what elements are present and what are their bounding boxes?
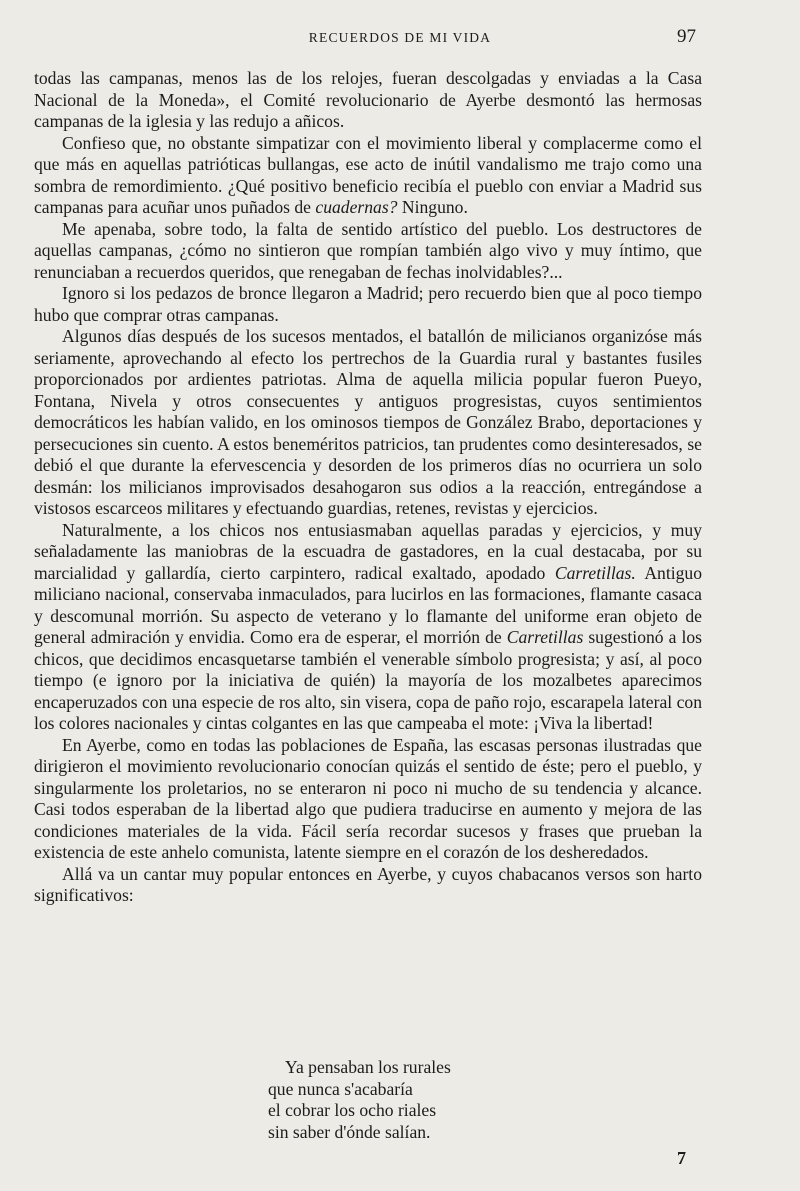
verse-line: el cobrar los ocho riales xyxy=(268,1100,437,1120)
verse-line: sin saber d'ónde salían. xyxy=(268,1121,431,1142)
signature-mark: 7 xyxy=(677,1148,686,1168)
paragraph: En Ayerbe, como en todas las poblaciones de España, las escasas personas ilustradas que dirigieron el movimiento revolucionario conocían quizás el sentido de éste; pero el pueblo, y singularmente los proletarios, no se enteraron ni poco ni mucho de su tendencia y alcance. Casi todos esperaban de la libertad algo que pudiera traducirse en aumento y mejora de las condiciones materiales de la vida. Fácil sería recordar sucesos y frases que prueban la existencia de este anhelo comunista, latente siempre en el corazón de los desheredados. xyxy=(34,734,702,862)
paragraph: Allá va un cantar muy popular entonces en Ayerbe, y cuyos chabacanos versos son harto significativos: xyxy=(34,863,702,905)
italic-nickname: Carretillas. xyxy=(554,562,636,583)
verse-line: Ya pensaban los rurales xyxy=(285,1057,451,1077)
italic-term: cuadernas? xyxy=(315,197,398,217)
page-number: 97 xyxy=(677,26,696,47)
body-text xyxy=(34,68,702,907)
paragraph: Confieso que, no obstante simpatizar con el movimiento liberal y complacerme como el que más en aquellas patrióticas bullangas, ese acto de inútil vandalismo me trajo como una sombra de remordimiento. ¿Qué positivo beneficio recibía el pueblo con enviar a Madrid sus campanas para acuñar unos puñados de cuadernas? Ninguno. xyxy=(34,132,702,217)
paragraph: Me apenaba, sobre todo, la falta de sentido artístico del pueblo. Los destructores de aquellas campanas, ¿cómo no sintieron que rompían también algo vivo y muy íntimo, que renunciaban a recuerdos queridos, que renegaban de fechas inolvidables?... xyxy=(34,218,702,282)
paragraph: Algunos días después de los sucesos mentados, el batallón de milicianos organizóse más seriamente, aprovechando al efecto los pertrechos de la Guardia rural y bastantes fusiles proporcionados por ardientes patriotas. Alma de aquella milicia popular fueron Pueyo, Fontana, Nivela y otros consecuentes y antiguos progresistas, cuyos sentimientos democráticos les habían valido, en los ominosos tiempos de González Brabo, deportaciones y persecuciones sin cuento. A estos beneméritos patricios, tan prudentes como desinteresados, se debió el que durante la efervescencia y desorden de los primeros días no ocurriera un solo desmán: los milicianos improvisados desahogaron sus odios a la reacción, entregándose a vistosos escarceos militares y efectuando guardias, retenes, revistas y ejercicios. xyxy=(34,326,702,518)
running-title: RECUERDOS DE MI VIDA xyxy=(308,30,492,45)
verse-line: que nunca s'acabaría xyxy=(268,1078,413,1099)
verse-block xyxy=(268,1057,451,1143)
italic-nickname: Carretillas xyxy=(506,627,584,647)
paragraph: Ignoro si los pedazos de bronce llegaron a Madrid; pero recuerdo bien que al poco tiempo hubo que comprar otras campanas. xyxy=(34,283,702,325)
paragraph: todas las campanas, menos las de los relojes, fueran descolgadas y enviadas a la Casa Nacional de la Moneda», el Comité revolucionario de Ayerbe desmontó las hermosas campanas de la iglesia y las redujo a añicos. xyxy=(34,68,702,131)
paragraph: Naturalmente, a los chicos nos entusiasmaban aquellas paradas y ejercicios, y muy señaladamente las maniobras de la escuadra de gastadores, en la cual destacaba, por su marcialidad y gallardía, cierto carpintero, radical exaltado, apodado Carretillas. Antiguo miliciano nacional, conservaba inmaculados, para lucirlos en las formaciones, flamante casaca y descomunal morrión. Su aspecto de veterano y lo flamante del uniforme eran objeto de general admiración y envidia. Como era de esperar, el morrión de Carretillas sugestionó a los chicos, que decidimos encasquetarse también el venerable símbolo progresista; y así, al poco tiempo (e ignoro por la iniciativa de quién) la mayoría de los mozalbetes aparecimos encaperuzados con una especie de ros alto, sin visera, copa de paño rojo, escarapela lateral con los colores nacionales y cintas colgantes en las que campeaba el mote: ¡Viva la libertad! xyxy=(34,519,702,733)
